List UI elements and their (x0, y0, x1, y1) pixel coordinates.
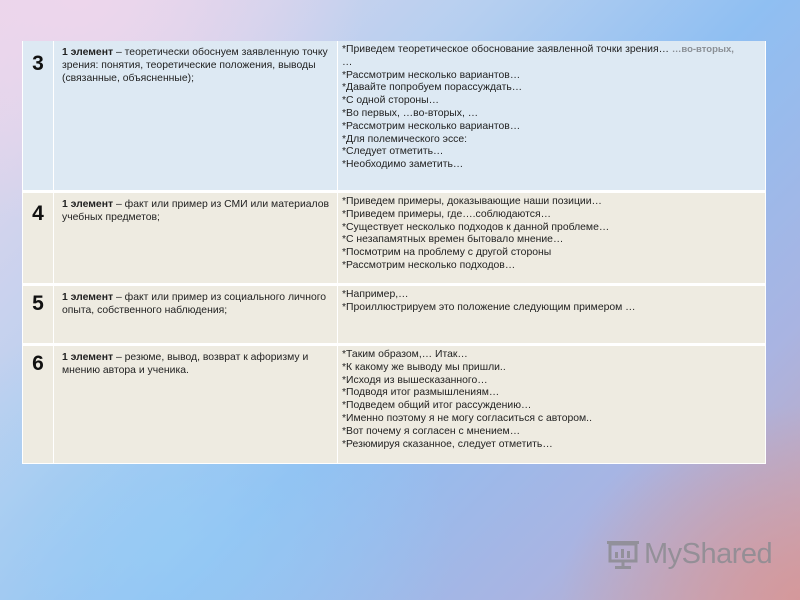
phrase: *Подведем общий итог рассуждению… (342, 400, 532, 412)
element-description: – факт или пример из социального личного опыта, собственного наблюдения; (62, 292, 327, 316)
phrases-cell (338, 41, 766, 192)
phrase: *Проиллюстрируем это положение следующим примером … (342, 301, 636, 313)
element-description: – резюме, вывод, возврат к афоризму и мнению автора и ученика. (62, 352, 309, 376)
table-row (23, 345, 766, 464)
phrases-cell (338, 345, 766, 464)
phrase: *Следует отметить… (342, 146, 444, 158)
phrase: *Исходя из вышесказанного… (342, 374, 488, 386)
phrase: *Приведем примеры, где….соблюдаются… (342, 208, 551, 220)
element-label: 1 элемент (62, 292, 114, 303)
row-number-cell (23, 41, 54, 192)
element-description: – факт или пример из СМИ или материалов учебных предметов; (62, 199, 330, 223)
table-row (23, 192, 766, 285)
phrase: *Рассмотрим несколько подходов… (342, 259, 516, 271)
row-number: 3 (32, 52, 44, 75)
presentation-board-icon (606, 539, 640, 571)
phrase: *Необходимо заметить… (342, 159, 464, 171)
element-label: 1 элемент (62, 199, 114, 210)
phrase: *С одной стороны… (342, 95, 440, 107)
row-number-cell (23, 192, 54, 285)
element-description: – теоретически обоснуем заявленную точку зрения: понятия, теоретические положения, выводы (связанные, объясненные); (62, 47, 328, 84)
faded-overlay-text: …во-вторых, (671, 44, 734, 55)
phrase: *Посмотрим на проблему с другой стороны (342, 247, 552, 259)
element-cell (54, 345, 338, 464)
phrase: *Именно поэтому я не могу согласиться с автором.. (342, 412, 592, 424)
phrase: *Приведем примеры, доказывающие наши позиции… (342, 196, 602, 207)
phrase-line (342, 44, 761, 57)
phrase: *Для полемического эссе: (342, 133, 468, 145)
phrase: *Таким образом,… Итак… (342, 349, 468, 360)
phrase: *Приведем теоретическое обоснование заявленной точки зрения… (342, 44, 669, 55)
element-label: 1 элемент (62, 47, 114, 58)
element-cell (54, 41, 338, 192)
row-number-cell (23, 345, 54, 464)
phrase: *Рассмотрим несколько вариантов… (342, 69, 521, 81)
phrase: *Вот почему я согласен с мнением… (342, 425, 521, 437)
row-number: 5 (32, 292, 44, 315)
phrase: *Давайте попробуем порассуждать… (342, 82, 523, 94)
phrase: *С незапамятных времен бытовало мнение… (342, 234, 564, 246)
table-row (23, 285, 766, 345)
phrases-cell (338, 285, 766, 345)
phrase: *Подводя итог размышлениям… (342, 387, 500, 399)
phrases-table (22, 41, 766, 464)
row-number-cell (23, 285, 54, 345)
row-number: 6 (32, 352, 44, 375)
phrases-cell (338, 192, 766, 285)
phrase: *Например,… (342, 289, 409, 300)
element-cell (54, 192, 338, 285)
phrase: *К какому же выводу мы пришли.. (342, 361, 506, 373)
element-cell (54, 285, 338, 345)
phrase: … (342, 56, 353, 68)
phrase: *Существует несколько подходов к данной проблеме… (342, 221, 610, 233)
phrase: *Рассмотрим несколько вариантов… (342, 120, 521, 132)
myshared-logo[interactable] (606, 538, 772, 571)
row-number: 4 (32, 202, 44, 225)
element-label: 1 элемент (62, 352, 114, 363)
table-row (23, 41, 766, 192)
logo-text: MyShared (644, 538, 773, 570)
phrase: *Во первых, …во-вторых, … (342, 107, 479, 119)
phrase: *Резюмируя сказанное, следует отметить… (342, 438, 553, 450)
